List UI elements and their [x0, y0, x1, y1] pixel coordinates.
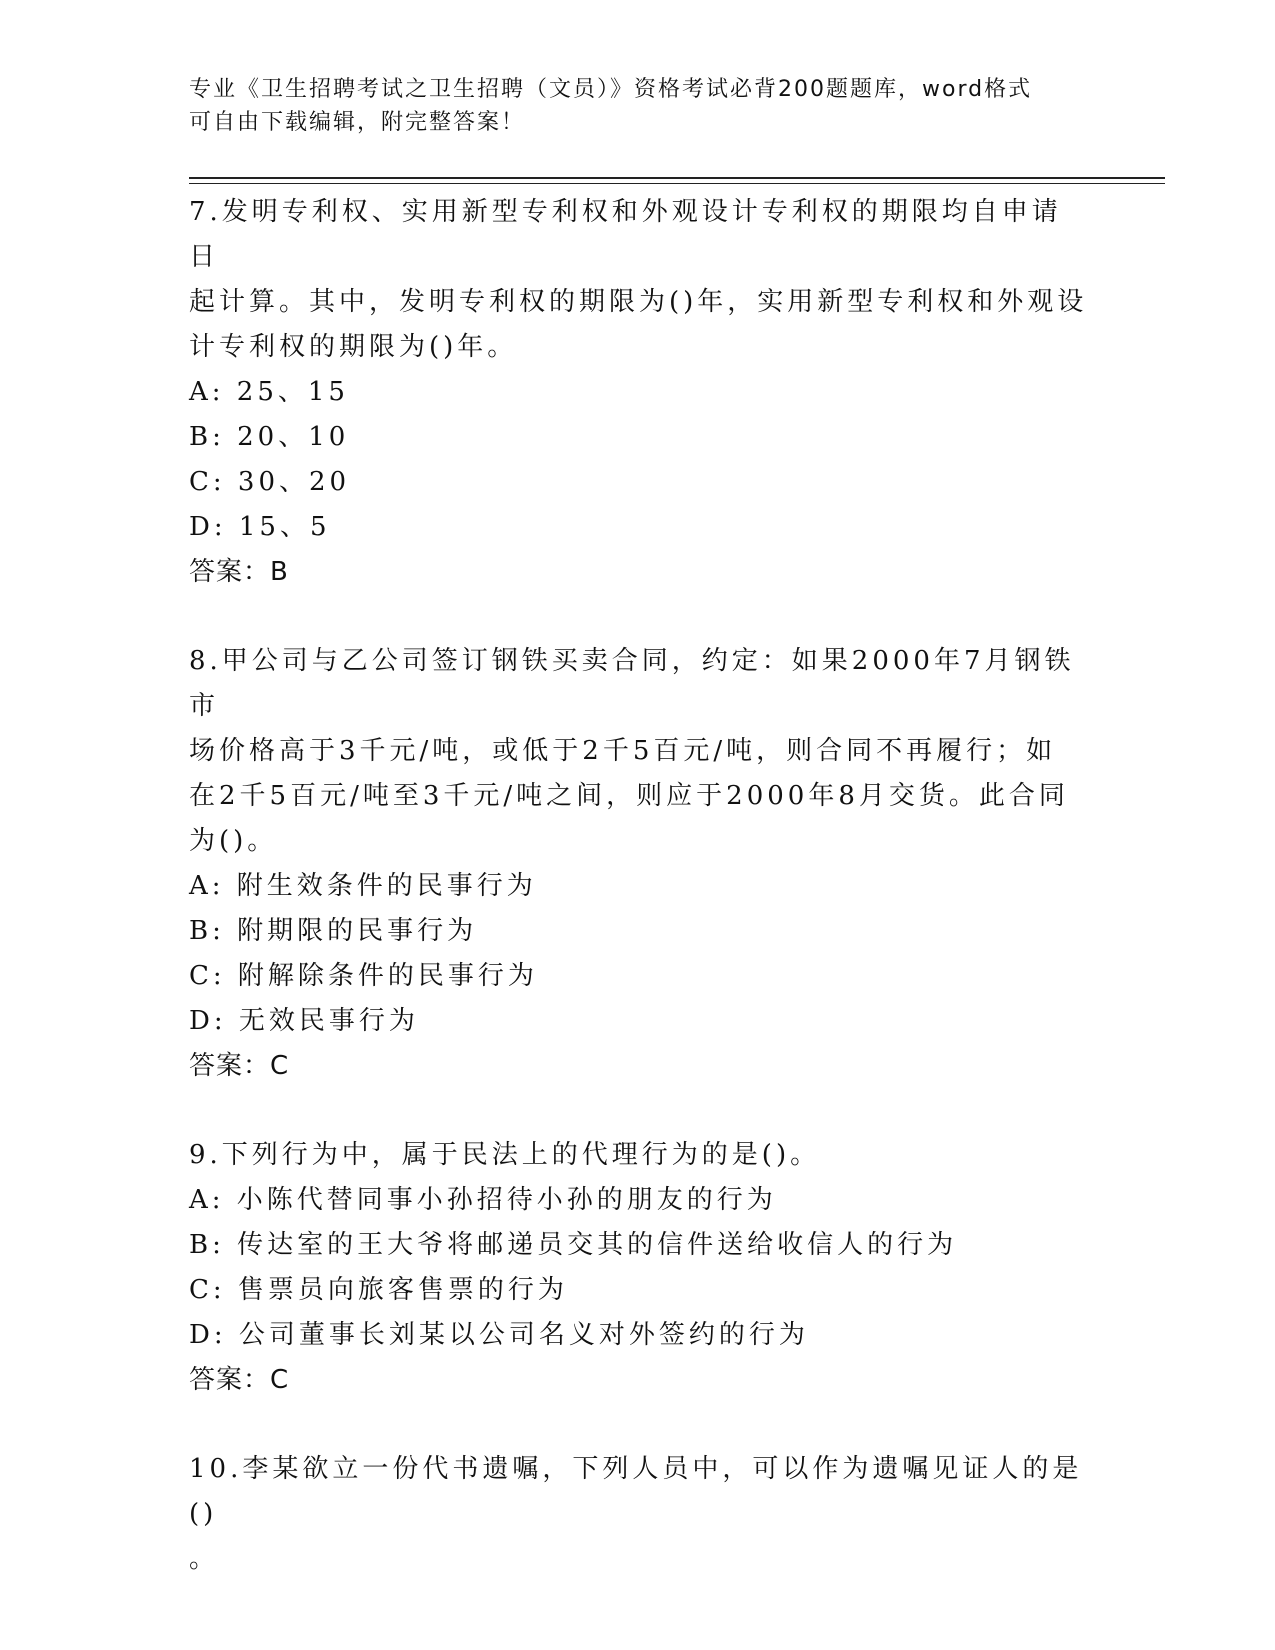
answer-label: 答案：C [189, 1365, 290, 1395]
question-list [189, 190, 1089, 1582]
option-b: B: 20、10 [189, 422, 350, 452]
question-line: 9.下列行为中，属于民法上的代理行为的是()。 [189, 1140, 821, 1170]
option-a: A: 附生效条件的民事行为 [189, 871, 537, 901]
question-line: 在2千5百元/吨至3千元/吨之间，则应于2000年8月交货。此合同 [189, 781, 1069, 811]
question-7 [189, 190, 1089, 595]
question-stem [189, 1133, 1089, 1178]
option-b: B: 传达室的王大爷将邮递员交其的信件送给收信人的行为 [189, 1230, 958, 1260]
question-line: 起计算。其中，发明专利权的期限为()年，实用新型专利权和外观设 [189, 287, 1088, 317]
answer-label: 答案：B [189, 557, 289, 587]
question-10 [189, 1447, 1089, 1582]
question-line: 8.甲公司与乙公司签订钢铁买卖合同，约定：如果2000年7月钢铁市 [189, 646, 1075, 721]
document-header [189, 73, 1089, 139]
question-line: 10.李某欲立一份代书遗嘱，下列人员中，可以作为遗嘱见证人的是() [189, 1454, 1083, 1529]
option-a: A: 小陈代替同事小孙招待小孙的朋友的行为 [189, 1185, 777, 1215]
option-b: B: 附期限的民事行为 [189, 916, 478, 946]
option-d: D: 15、5 [189, 512, 331, 542]
header-subtitle-line: 可自由下载编辑，附完整答案！ [189, 110, 526, 135]
option-a: A: 25、15 [189, 377, 349, 407]
question-line: 。 [189, 1544, 220, 1574]
question-line: 场价格高于3千元/吨，或低于2千5百元/吨，则合同不再履行；如 [189, 736, 1057, 766]
question-line: 计专利权的期限为()年。 [189, 332, 518, 362]
question-9 [189, 1133, 1089, 1403]
header-divider-thick [189, 177, 1165, 179]
question-stem [189, 190, 1089, 370]
option-c: C: 售票员向旅客售票的行为 [189, 1275, 568, 1305]
question-stem [189, 639, 1089, 864]
question-stem [189, 1447, 1089, 1582]
question-line: 7.发明专利权、实用新型专利权和外观设计专利权的期限均自申请日 [189, 197, 1062, 272]
option-d: D: 无效民事行为 [189, 1006, 419, 1036]
option-d: D: 公司董事长刘某以公司名义对外签约的行为 [189, 1320, 809, 1350]
option-c: C: 30、20 [189, 467, 351, 497]
header-title-line: 专业《卫生招聘考试之卫生招聘（文员）》资格考试必背200题题库，word格式 [189, 77, 1033, 102]
question-8 [189, 639, 1089, 1089]
header-divider-thin [189, 183, 1165, 184]
answer-label: 答案：C [189, 1051, 290, 1081]
question-line: 为()。 [189, 826, 278, 856]
option-c: C: 附解除条件的民事行为 [189, 961, 538, 991]
